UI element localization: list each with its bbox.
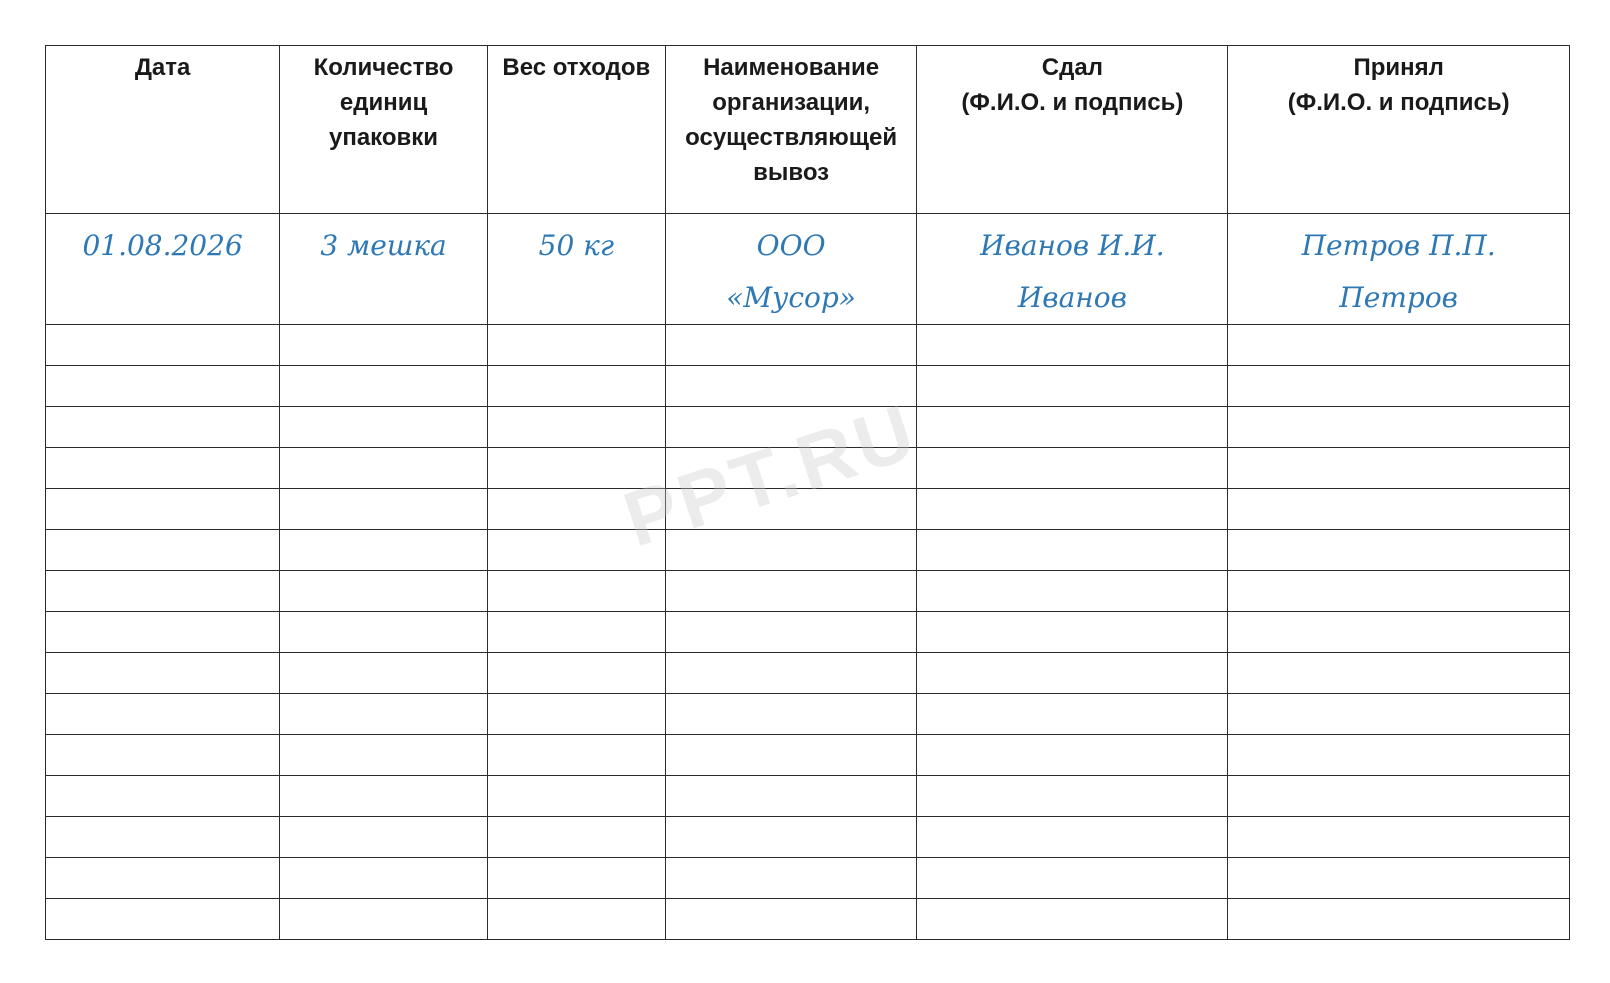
empty-cell bbox=[280, 407, 488, 448]
empty-table-row bbox=[46, 571, 1570, 612]
empty-table-row bbox=[46, 653, 1570, 694]
empty-cell bbox=[1228, 858, 1570, 899]
empty-table-row bbox=[46, 407, 1570, 448]
header-units: Количество единиц упаковки bbox=[280, 46, 488, 214]
empty-cell bbox=[917, 571, 1228, 612]
empty-cell bbox=[1228, 735, 1570, 776]
table-row bbox=[46, 214, 1570, 325]
empty-cell bbox=[917, 530, 1228, 571]
empty-table-row bbox=[46, 735, 1570, 776]
empty-cell bbox=[917, 448, 1228, 489]
empty-cell bbox=[487, 612, 665, 653]
empty-cell bbox=[1228, 448, 1570, 489]
cell-weight: 50 кг bbox=[487, 214, 665, 325]
empty-cell bbox=[1228, 776, 1570, 817]
empty-cell bbox=[280, 776, 488, 817]
empty-cell bbox=[665, 612, 917, 653]
empty-cell bbox=[917, 612, 1228, 653]
empty-cell bbox=[46, 366, 280, 407]
empty-table-row bbox=[46, 325, 1570, 366]
empty-cell bbox=[665, 571, 917, 612]
empty-cell bbox=[487, 817, 665, 858]
header-weight: Вес отходов bbox=[487, 46, 665, 214]
empty-cell bbox=[280, 858, 488, 899]
empty-cell bbox=[46, 407, 280, 448]
empty-cell bbox=[665, 694, 917, 735]
cell-units: 3 мешка bbox=[280, 214, 488, 325]
empty-cell bbox=[1228, 653, 1570, 694]
empty-cell bbox=[280, 653, 488, 694]
empty-cell bbox=[280, 366, 488, 407]
empty-cell bbox=[665, 817, 917, 858]
empty-cell bbox=[46, 571, 280, 612]
empty-cell bbox=[280, 694, 488, 735]
empty-table-row bbox=[46, 817, 1570, 858]
empty-table-row bbox=[46, 612, 1570, 653]
empty-cell bbox=[280, 817, 488, 858]
empty-cell bbox=[487, 858, 665, 899]
empty-cell bbox=[665, 489, 917, 530]
empty-cell bbox=[917, 694, 1228, 735]
empty-cell bbox=[487, 776, 665, 817]
empty-table-row bbox=[46, 366, 1570, 407]
header-received: Принял (Ф.И.О. и подпись) bbox=[1228, 46, 1570, 214]
empty-cell bbox=[280, 735, 488, 776]
empty-cell bbox=[917, 366, 1228, 407]
empty-cell bbox=[917, 407, 1228, 448]
empty-table-row bbox=[46, 530, 1570, 571]
empty-cell bbox=[1228, 366, 1570, 407]
empty-cell bbox=[665, 653, 917, 694]
empty-table-row bbox=[46, 776, 1570, 817]
empty-cell bbox=[665, 325, 917, 366]
empty-cell bbox=[1228, 571, 1570, 612]
empty-cell bbox=[917, 776, 1228, 817]
cell-received: Петров П.П. Петров bbox=[1228, 214, 1570, 325]
empty-cell bbox=[46, 653, 280, 694]
empty-cell bbox=[280, 899, 488, 940]
empty-cell bbox=[665, 530, 917, 571]
empty-cell bbox=[487, 735, 665, 776]
empty-cell bbox=[280, 571, 488, 612]
cell-handed-over: Иванов И.И. Иванов bbox=[917, 214, 1228, 325]
empty-cell bbox=[46, 612, 280, 653]
empty-cell bbox=[487, 489, 665, 530]
empty-cell bbox=[280, 325, 488, 366]
empty-cell bbox=[1228, 817, 1570, 858]
empty-cell bbox=[1228, 530, 1570, 571]
empty-cell bbox=[487, 899, 665, 940]
empty-cell bbox=[46, 448, 280, 489]
empty-cell bbox=[917, 858, 1228, 899]
empty-cell bbox=[1228, 407, 1570, 448]
empty-cell bbox=[665, 448, 917, 489]
empty-cell bbox=[487, 325, 665, 366]
empty-table-row bbox=[46, 448, 1570, 489]
cell-organization: ООО «Мусор» bbox=[665, 214, 917, 325]
empty-cell bbox=[917, 735, 1228, 776]
empty-cell bbox=[1228, 899, 1570, 940]
empty-cell bbox=[46, 489, 280, 530]
empty-cell bbox=[917, 325, 1228, 366]
empty-cell bbox=[1228, 489, 1570, 530]
empty-cell bbox=[487, 448, 665, 489]
empty-cell bbox=[665, 366, 917, 407]
empty-cell bbox=[1228, 694, 1570, 735]
empty-table-row bbox=[46, 899, 1570, 940]
empty-table-row bbox=[46, 858, 1570, 899]
cell-date: 01.08.2026 bbox=[46, 214, 280, 325]
empty-cell bbox=[917, 489, 1228, 530]
empty-cell bbox=[46, 694, 280, 735]
empty-cell bbox=[280, 530, 488, 571]
empty-cell bbox=[280, 448, 488, 489]
waste-log-table bbox=[45, 45, 1570, 940]
header-date: Дата bbox=[46, 46, 280, 214]
empty-cell bbox=[487, 653, 665, 694]
empty-cell bbox=[487, 571, 665, 612]
empty-cell bbox=[280, 489, 488, 530]
header-organization: Наименование организации, осуществляющей вывоз bbox=[665, 46, 917, 214]
empty-cell bbox=[665, 735, 917, 776]
empty-table-row bbox=[46, 489, 1570, 530]
empty-cell bbox=[487, 366, 665, 407]
header-row bbox=[46, 46, 1570, 214]
empty-cell bbox=[487, 407, 665, 448]
empty-cell bbox=[1228, 612, 1570, 653]
empty-cell bbox=[1228, 325, 1570, 366]
header-handed-over: Сдал (Ф.И.О. и подпись) bbox=[917, 46, 1228, 214]
empty-cell bbox=[917, 653, 1228, 694]
empty-cell bbox=[46, 858, 280, 899]
empty-cell bbox=[665, 858, 917, 899]
empty-cell bbox=[46, 530, 280, 571]
empty-cell bbox=[665, 407, 917, 448]
empty-cell bbox=[46, 325, 280, 366]
empty-cell bbox=[280, 612, 488, 653]
empty-cell bbox=[487, 694, 665, 735]
empty-cell bbox=[46, 899, 280, 940]
empty-cell bbox=[665, 899, 917, 940]
empty-cell bbox=[917, 817, 1228, 858]
empty-cell bbox=[46, 817, 280, 858]
empty-table-row bbox=[46, 694, 1570, 735]
watermark: PPT.RU bbox=[613, 386, 928, 564]
empty-cell bbox=[917, 899, 1228, 940]
empty-cell bbox=[487, 530, 665, 571]
empty-cell bbox=[46, 735, 280, 776]
empty-cell bbox=[665, 776, 917, 817]
empty-cell bbox=[46, 776, 280, 817]
